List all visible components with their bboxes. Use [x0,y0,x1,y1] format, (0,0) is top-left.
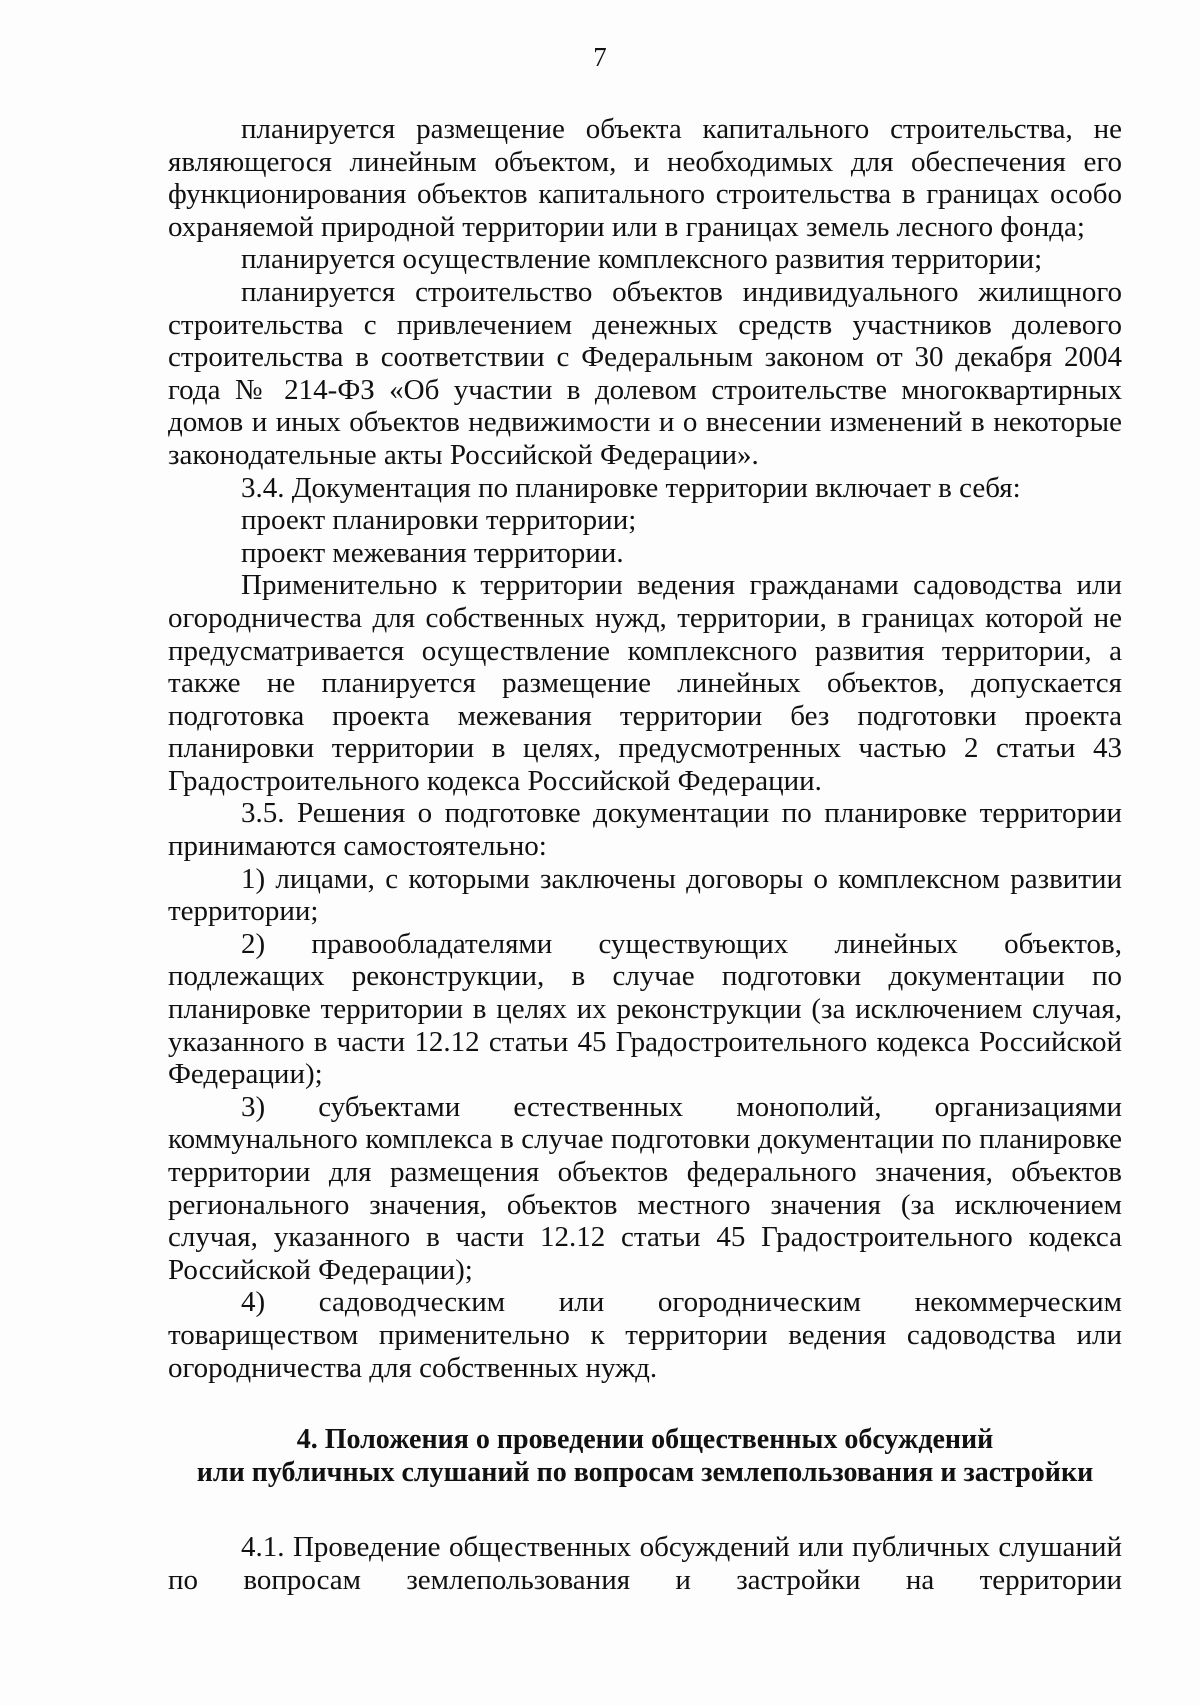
list-item: 2) правообладателями существующих линейных объектов, подлежащих реконструкции, в случае подготовки документации по планировке территории в целях их реконструкции (за исключением случая, указанного в части 12.12 статьи 45 Градостроительного кодекса Российской Федерации); [168,927,1122,1091]
paragraph: 3.4. Документация по планировке территории включает в себя: [241,471,1021,504]
paragraph: проект планировки территории; [241,504,637,537]
paragraph: планируется строительство объектов индивидуального жилищного строительства с привлечением денежных средств участников долевого строительства в соответствии с Федеральным законом от 30 декабря 2004 года № 214-ФЗ «Об участии в долевом строительстве многоквартирных домов и иных объектов недвижимости и о внесении изменений в некоторые законодательные акты Российской Федерации». [168,275,1122,471]
paragraph: Применительно к территории ведения гражданами садоводства или огородничества для собственных нужд, территории, в границах которой не предусматривается осуществление комплексного развития территории, а также не планируется размещение линейных объектов, допускается подготовка проекта межевания территории без подготовки проекта планировки территории в целях, предусмотренных частью 2 статьи 43 Градостроительного кодекса Российской Федерации. [168,569,1122,797]
paragraph: планируется размещение объекта капитального строительства, не являющегося линейным объектом, и необходимых для обеспечения его функционирования объектов капитального строительства в границах особо охраняемой природной территории или в границах земель лесного фонда; [168,113,1122,243]
paragraph: 4.1. Проведение общественных обсуждений или публичных слушаний по вопросам землепользования и застройки на территории [168,1531,1122,1596]
paragraph: планируется осуществление комплексного развития территории; [241,243,1043,276]
section-heading-line: 4. Положения о проведении общественных обсуждений [296,1424,994,1456]
document-body [168,113,1122,1597]
list-item: 1) лицами, с которыми заключены договоры о комплексном развитии территории; [168,862,1122,928]
section-heading-line: или публичных слушаний по вопросам землепользования и застройки [196,1456,1094,1488]
paragraph: проект межевания территории. [241,536,624,569]
list-item: 3) субъектами естественных монополий, организациями коммунального комплекса в случае подготовки документации по планировке территории для размещения объектов федерального значения, объектов регионального значения, объектов местного значения (за исключением случая, указанного в части 12.12 статьи 45 Градостроительного кодекса Российской Федерации); [168,1090,1122,1286]
section-heading [168,1424,1122,1489]
list-item: 4) садоводческим или огородническим некоммерческим товариществом применительно к территории ведения садоводства или огородничества для собственных нужд. [168,1286,1122,1384]
paragraph: 3.5. Решения о подготовке документации по планировке территории принимаются самостоятельно: [168,797,1122,863]
page-number: 7 [593,42,607,72]
